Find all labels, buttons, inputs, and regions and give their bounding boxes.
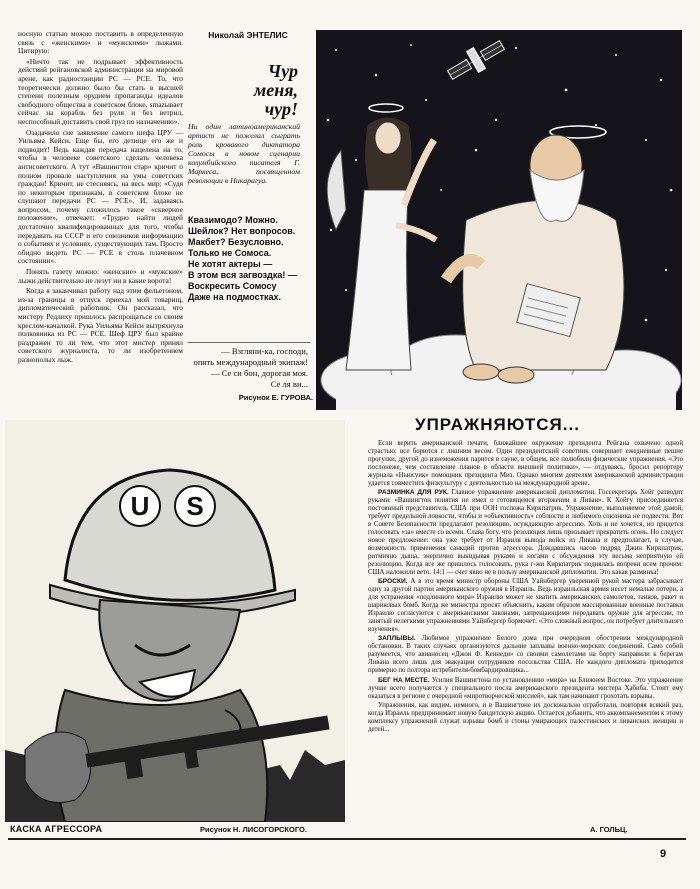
author-name: Николай ЭНТЕЛИС (208, 30, 288, 40)
paragraph-lead: РАЗМИНКА ДЛЯ РУК. (378, 489, 449, 497)
feuilleton-intro: Ни один латиноамериканский артист не пожелал сыграть роль кровавого диктатора Сомосы в новом сценарии колумбийского писателя Г. Маркеса, посвященном революции в Никарагуа. (188, 122, 300, 185)
helmet-letter: U (130, 491, 150, 521)
paragraph-text: Если верить американской печати, ближайшее окружение президента Рейгана охвачено одной страстью: все борются с лишним весом. Один президентский советник совершает ежедневные пешие прогулки, другой до изнеможения парится в сауне, в общем, все полюбили физические упражнения. «Это послонеже, чем составление планов в области внешней политики», — отдуваясь, бросил репортеру журнала «Ньюсуик» помощник президента Миз. Однако многим деятелям американской администрации удается совместить физкультуру с деятельностью на международной арене. (368, 440, 683, 487)
drawing-credit: Рисунок Е. ГУРОВА. (238, 393, 313, 402)
title-line: чур! (264, 99, 298, 119)
paragraph-text: А в это время министр обороны США Уайнбергер уверенной рукой мастера забрасывает одну за другой партии американского оружия в Израиль. Ведь израильская армия несет немалые потери, а для устранения «подлинного мира» Израилю может не хватить американских самолетов, танков, ракет и шариковых бомб. Когда же министра просят объяснить, каким образом массированные военные поставки Израилю согласуются с американскими законами, запрещающими передавать оружие для агрессии, то занятый нелегкими упражнениями Уайнбергер бормочет: «Это сложный вопрос, он потребует длительного изучения». (368, 578, 683, 633)
poem-line: Даже на подмостках. (188, 292, 282, 302)
article-paragraph (368, 578, 683, 634)
poem-line: Макбет? Безусловно. (188, 237, 284, 247)
article-signature: А. ГОЛЬЦ. (590, 825, 628, 834)
divider (188, 342, 310, 343)
poem (188, 215, 313, 303)
article-left-column (18, 30, 183, 405)
article-right-body (368, 440, 683, 817)
quote-line: опять международный экипаж! (193, 357, 308, 367)
poem-line: Только не Сомоса. (188, 248, 272, 258)
article-paragraph (368, 702, 683, 734)
page-number: 9 (660, 848, 667, 860)
quote-line: Се ля ви... (270, 379, 308, 389)
poem-line: В этом вся загвоздка! — (188, 270, 297, 280)
article-paragraph (368, 440, 683, 488)
paragraph-text: Упражнения, как видим, немного, и в Вашингтоне их досконально отработали, повторяя всякий раз, когда Израиль предпринимает новую бандитскую акцию. Остается добавить, что аккомпанементом к этому комплексу упражнений служат взрывы бомб и стоны умирающих палестинских и ливанских женщин и детей... (368, 702, 683, 733)
article-paragraph: «Ничто так не подрывает эффективность действий рейгановской администрации на мировой арене, как радиостанции РС — РСЕ. То, что теоретически должно было бы стать в высшей степени полезным орудием пропаганды идеалов свободного общества в советском блоке, smazывает сейчас на корабль без руля и без ветрил, неспособный доставить свой груз по назначению». (18, 56, 183, 126)
poem-line: Шейлок? Нет вопросов. (188, 226, 296, 236)
helmet-letter: S (186, 491, 204, 521)
cartoon-credit: Рисунок Н. ЛИСОГОРСКОГО. (200, 825, 307, 834)
poem-line: Квазимодо? Можно. (188, 215, 278, 225)
paragraph-lead: БРОСКИ. (378, 578, 408, 586)
paragraph-lead: БЕГ НА МЕСТЕ. (378, 676, 430, 684)
paragraph-text: Любимое упражнение Белого дома при очередном обострении международной обстановки. В таких случаях организуются дальние заплывы военно-морских соединений. Само собой разумеется, что авианосец «Джон Ф. Кеннеди» со своими самолетами на борту направили к берегам Ливана всего лишь для эвакуации сотрудников посольства США. Не каждого дипломата приходится примерно по полтора истребителя-бомбардировщика... (368, 635, 683, 675)
paragraph-lead: ЗАПЛЫВЫ. (378, 635, 416, 643)
article-paragraph (368, 635, 683, 675)
cartoon-caption: КАСКА АГРЕССОРА (10, 824, 103, 834)
poem-line: Не хотят актеры — (188, 259, 273, 269)
helmet-cartoon (5, 420, 345, 822)
article-paragraph (368, 489, 683, 576)
article-heading: УПРАЖНЯЮТСЯ... (415, 415, 580, 434)
quote-line: — Взгляни-ка, господи, (221, 346, 308, 356)
article-paragraph: носную статью можно поставить в определенную связь с «женскими» и «мужскими» лыжами. Цитирую: (18, 30, 183, 56)
article-paragraph: Когда я заканчивал работу над этим фельетоном, из-за границы в отпуск приехал мой товарищ, дипломатический работник. Он рассказал, что мистеру Редлиху пришлось распрощаться со своим креслом-качалкой. Рука Уильяма Кейси вытряхнула полковника из РС — РСЕ. Шеф ЦРУ был крайне раздражен то ли тем, что этот мистер принял советского журналиста, то ли изобретением разнополых лыж. (18, 286, 183, 364)
title-line: меня, (253, 80, 298, 100)
article-paragraph (368, 677, 683, 701)
quote-line: — Се си бон, дорогая моя. (210, 368, 308, 378)
cartoon-quote (188, 346, 308, 390)
article-paragraph: Озадачило сие заявление самого шефа ЦРУ — Уильяма Кейси. Еще бы, его детище его же и подводит! Ведь каждая передача нацелена на то, чтобы в человеке советского сделать человека антисоветского. А тут «Вашингтон стар» кричит о полном провале наступления на умы советских граждан! Кричит, не стесняясь, на весь мир: «Судя по некоторым признакам, в советском блоке не слушают передачи РС — РСЕ». И, задаваясь вопросом, почему сложилось такое «скверное положение», отвечает: «Трудно найти людей достаточно квалифицированных для того, чтобы передавать на СССР и его союзников информацию о событиях и условиях, существующих там. Просто обидно видеть РС — РСЕ в столь плачевном состоянии». (18, 127, 183, 266)
paragraph-text: Усилия Вашингтона по установлению «мира» на Ближнем Востоке. Это упражнение лучше всего получается у специального посла американского президента мистера Хабиба. Стоит ему оказаться в регионе с очередной «миротворческой миссией», как там начинают грохотать взрывы. (368, 676, 683, 700)
title-line: Чур (267, 61, 298, 81)
paragraph-text: Главное упражнение американской дипломатии. Госсекретарь Хейг разводит руками: «Вашингтон понятия не имел о готовящемся вторжении в Ливан». К Хейгу присоединяется постоянный представитель США при ООН госпожа Киркпатрик. Упражнение, выполняемое этой дамой, требует предельной ловкости, чтобы и «объективность» соблюсти и любимого союзника не подвести. Вот в Совете Безопасности предлагают резолюцию, осуждающую агрессию. Хоть и не хочется, но придется голосовать «за» вместе со всеми. Слава богу, что резолюция лишь призывает прекратить огонь. Но следует новое предложение: она уже требует от Израиля вывода войск из Ливана и предполагает, в случае, возможность применения санкций против агрессора. Дождавшись часов подряд Джин Киркпатрик, ритмично дыша, энергично выкидывая руками и ногами с обсуждения эту весьма неприятную ей резолюцию. Когда все же пришлось голосовать, рука г-жи Киркпатрик поднялась вопреки всем прочим: США наложили вето. 14:1 — счет явно не в пользу американской дипломатии. Это какая разминка! (368, 489, 683, 576)
feuilleton-title (188, 62, 298, 119)
bottom-rule (8, 838, 686, 840)
space-cartoon (316, 30, 682, 410)
article-paragraph: Понять газету можно: «женские» и «мужские» лыжи действительно не лезут ни в какие ворота! (18, 267, 183, 285)
poem-line: Воскресить Сомосу (188, 281, 277, 291)
